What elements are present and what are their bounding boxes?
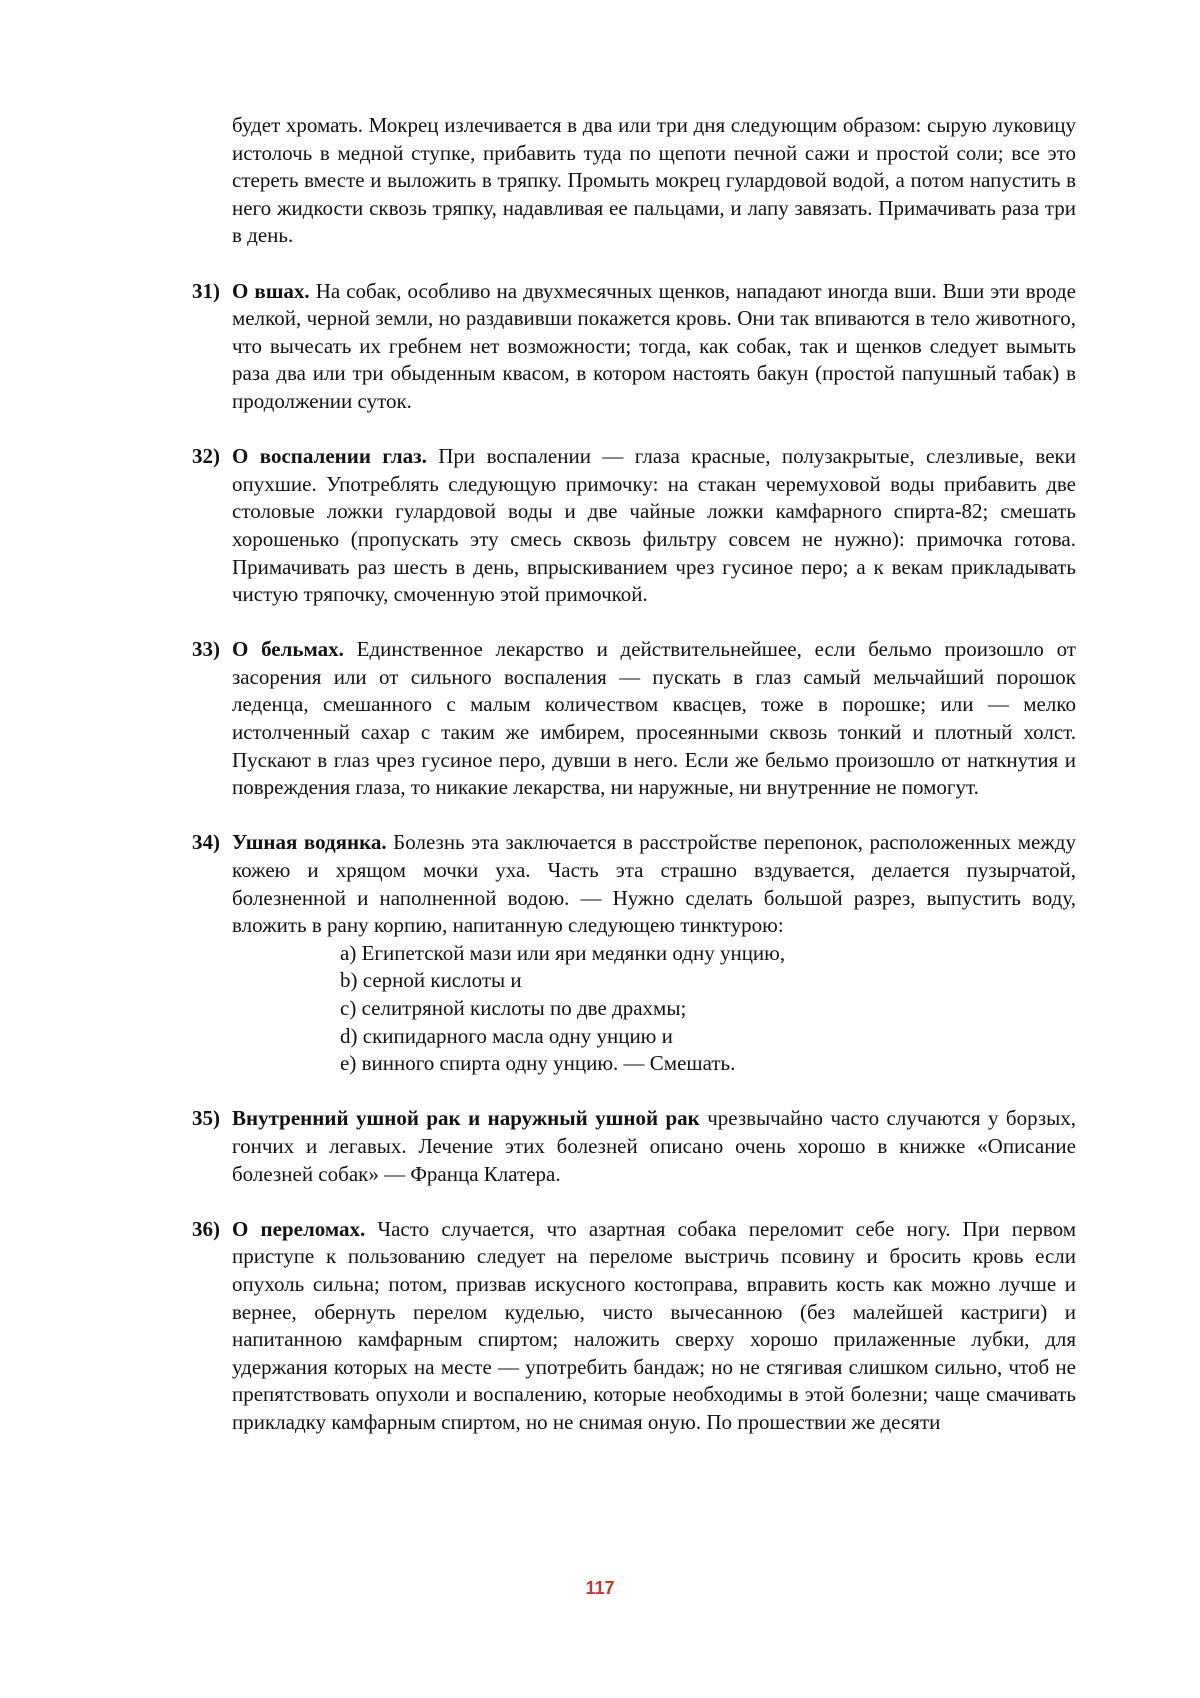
section-36 xyxy=(192,1216,1076,1437)
section-heading: О вшах. xyxy=(232,278,310,303)
intro-paragraph: будет хромать. Мокрец излечивается в два или три дня следующим образом: сырую луковицу истолочь в медной ступке, прибавить туда по щепоти печной сажи и простой соли; все это стереть вместе и выложить в тряпку. Промыть мокрец гулардовой водой, а потом напустить в него жидкости сквозь тряпку, надавливая ее пальцами, и лапу завязать. Примачивать раза три в день. xyxy=(232,113,1076,248)
section-heading: Ушная водянка. xyxy=(232,830,387,855)
section-number: 35) xyxy=(192,1106,220,1131)
tincture-ingredients-list xyxy=(232,940,1076,1078)
section-body: При воспалении — глаза красные, полузакрытые, слезливые, веки опухшие. Употреблять следующую примочку: на стакан черемуховой воды прибавить две столовые ложки гулардовой воды и две чайные ложки камфарного спирта-82; смешать хорошенько (пропускать эту смесь сквозь фильтру совсем не нужно): примочка готова. Примачивать раз шесть в день, впрыскиванием чрез гусиное перо; а к векам прикладывать чистую тряпочку, смоченную этой примочкой. xyxy=(232,444,1076,607)
section-heading: О бельмах. xyxy=(232,637,344,662)
section-number: 33) xyxy=(192,637,220,662)
section-body: На собак, особливо на двухмесячных щенков, нападают иногда вши. Вши эти вроде мелкой, черной земли, но раздавивши покажется кровь. Они так впиваются в тело животного, что вычесать их гребнем нет возможности; тогда, как собак, так и щенков следует вымыть раза два или три обыденным квасом, в котором настоять бакун (простой папушный табак) в продолжении суток. xyxy=(232,278,1076,413)
list-item: a) Египетской мази или яри медянки одну унцию, xyxy=(340,940,786,965)
section-34 xyxy=(192,829,1076,1077)
section-35 xyxy=(192,1105,1077,1188)
section-number: 34) xyxy=(192,830,220,855)
section-number: 31) xyxy=(192,278,220,303)
section-number: 36) xyxy=(192,1216,220,1241)
section-31 xyxy=(192,278,1076,416)
list-item: e) винного спирта одну унцию. — Смешать. xyxy=(340,1051,736,1076)
section-33 xyxy=(192,636,1076,802)
section-heading: О переломах. xyxy=(232,1216,366,1241)
section-body: чрезвычайно часто случаются у борзых, гончих и легавых. Лечение этих болезней описано очень хорошо в книжке «Описание болезней собак» — Франца Клатера. xyxy=(232,1106,1077,1186)
list-item: b) серной кислоты и xyxy=(340,968,522,993)
section-heading: О воспалении глаз. xyxy=(232,444,427,469)
section-body: Единственное лекарство и действительнейшее, если бельмо произошло от засорения или от сильного воспаления — пускать в глаз самый мельчайший порошок леденца, смешанного с малым количеством квасцев, тоже в порошке; или — мелко истолченный сахар с таким же имбирем, просеянными сквозь тонкий и плотный холст. Пускают в глаз чрез гусиное перо, дувши в него. Если же бельмо произошло от наткнутия и повреждения глаза, то никакие лекарства, ни наружные, ни внутренние не помогут. xyxy=(232,637,1076,800)
section-body: Болезнь эта заключается в расстройстве перепонок, расположенных между кожею и хрящом мочки уха. Часть эта страшно вздувается, делается пузырчатой, болезненной и наполненной водою. — Нужно сделать большой разрез, выпустить воду, вложить в рану корпию, напитанную следующею тинктурою: xyxy=(232,830,1076,938)
page-content xyxy=(192,112,1077,1437)
section-32 xyxy=(192,443,1076,609)
section-body: Часто случается, что азартная собака переломит себе ногу. При первом приступе к пользованию следует на переломе выстричь псовину и бросить кровь если опухоль сильна; потом, призвав искусного костоправа, вправить кость как можно лучше и вернее, обернуть перелом куделью, чисто вычесанною (без малейшей кастриги) и напитанною камфарным спиртом; наложить сверху хорошо прилаженные лубки, для удержания которых на месте — употребить бандаж; но не стягивая слишком сильно, чтоб не препятствовать опухоли и воспалению, которые необходимы в этой болезни; чаще смачивать прикладку камфарным спиртом, но не снимая оную. По прошествии же десяти xyxy=(232,1216,1076,1434)
section-heading: Внутренний ушной рак и наружный ушной рак xyxy=(232,1106,700,1131)
section-number: 32) xyxy=(192,444,220,469)
page-number: 117 xyxy=(585,1578,615,1598)
list-item: c) селитряной кислоты по две драхмы; xyxy=(340,996,687,1020)
list-item: d) скипидарного масла одну унцию и xyxy=(340,1023,673,1048)
